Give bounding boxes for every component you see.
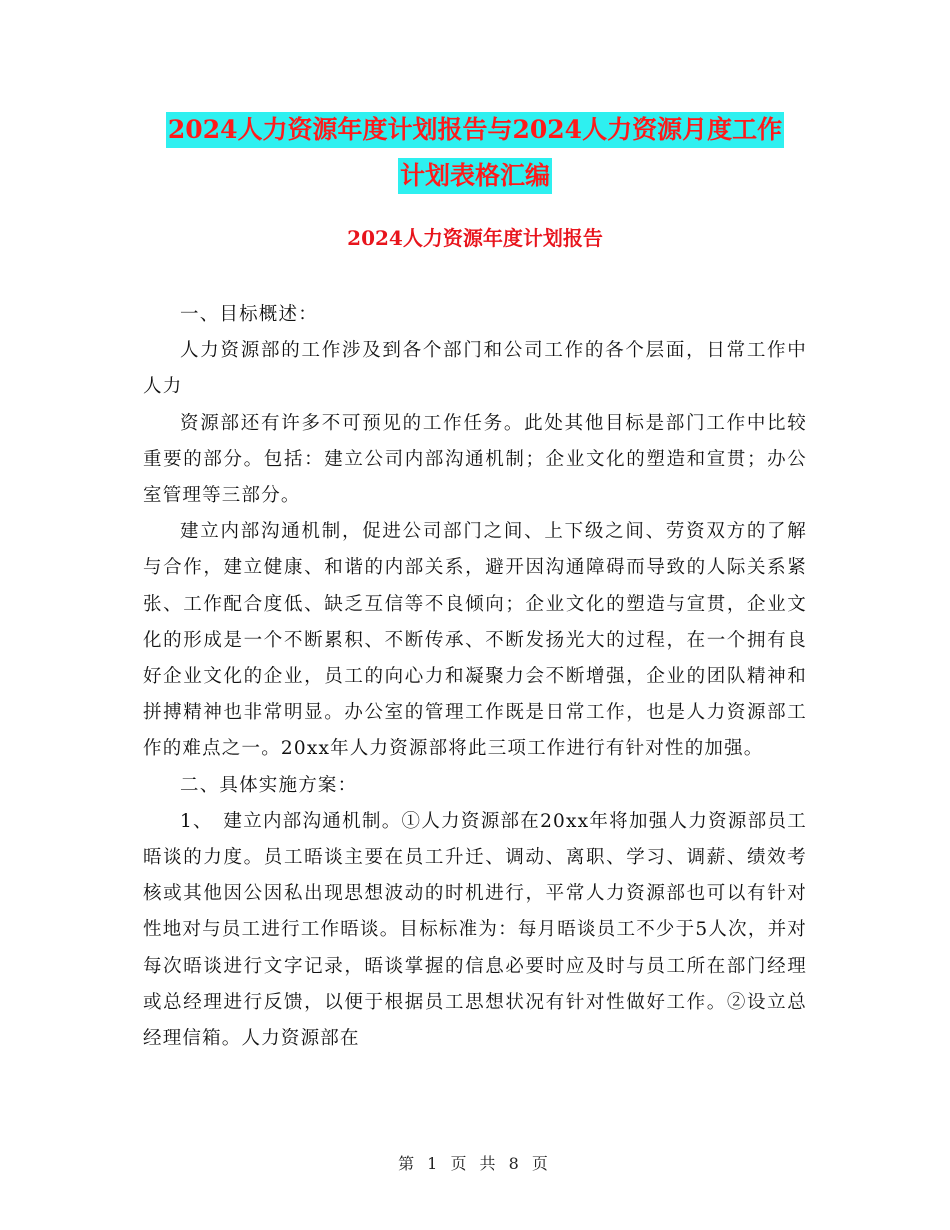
paragraph: 资源部还有许多不可预见的工作任务。此处其他目标是部门工作中比较重要的部分。包括：建立公司内部沟通机制；企业文化的塑造和宣贯；办公室管理等三部分。 — [143, 412, 807, 507]
page-number-footer: 第 1 页 共 8 页 — [398, 1154, 552, 1173]
title-line-2: 计划表格汇编 — [398, 158, 552, 194]
paragraph: 1、 建立内部沟通机制。①人力资源部在20xx年将加强人力资源部员工晤谈的力度。员工晤谈主要在员工升迁、调动、离职、学习、调薪、绩效考核或其他因公因私出现思想波动的时机进行，平常人力资源部也可以有针对性地对与员工进行工作晤谈。目标标准为：每月晤谈员工不少于5人次，并对每次晤谈进行文字记录，晤谈掌握的信息必要时应及时与员工所在部门经理或总经理进行反馈，以便于根据员工思想状况有针对性做好工作。②设立总经理信箱。人力资源部在 — [143, 810, 807, 1050]
paragraph-plan-heading: 二、具体实施方案： — [180, 774, 358, 796]
section-heading: 2024人力资源年度计划报告 — [347, 226, 603, 250]
paragraph: 人力资源部的工作涉及到各个部门和公司工作的各个层面，日常工作中人力 — [143, 340, 807, 398]
document-title — [0, 112, 950, 194]
paragraph-objective-heading: 一、目标概述： — [180, 304, 318, 325]
paragraph: 建立内部沟通机制，促进公司部门之间、上下级之间、劳资双方的了解与合作，建立健康、和谐的内部关系，避开因沟通障碍而导致的人际关系紧张、工作配合度低、缺乏互信等不良倾向；企业文化的塑造与宣贯，企业文化的形成是一个不断累积、不断传承、不断发扬光大的过程，在一个拥有良好企业文化的企业，员工的向心力和凝聚力会不断增强，企业的团队精神和拼搏精神也非常明显。办公室的管理工作既是日常工作，也是人力资源部工作的难点之一。20xx年人力资源部将此三项工作进行有针对性的加强。 — [143, 521, 807, 760]
document-body — [143, 297, 807, 1057]
title-line-1: 2024人力资源年度计划报告与2024人力资源月度工作 — [166, 112, 784, 148]
